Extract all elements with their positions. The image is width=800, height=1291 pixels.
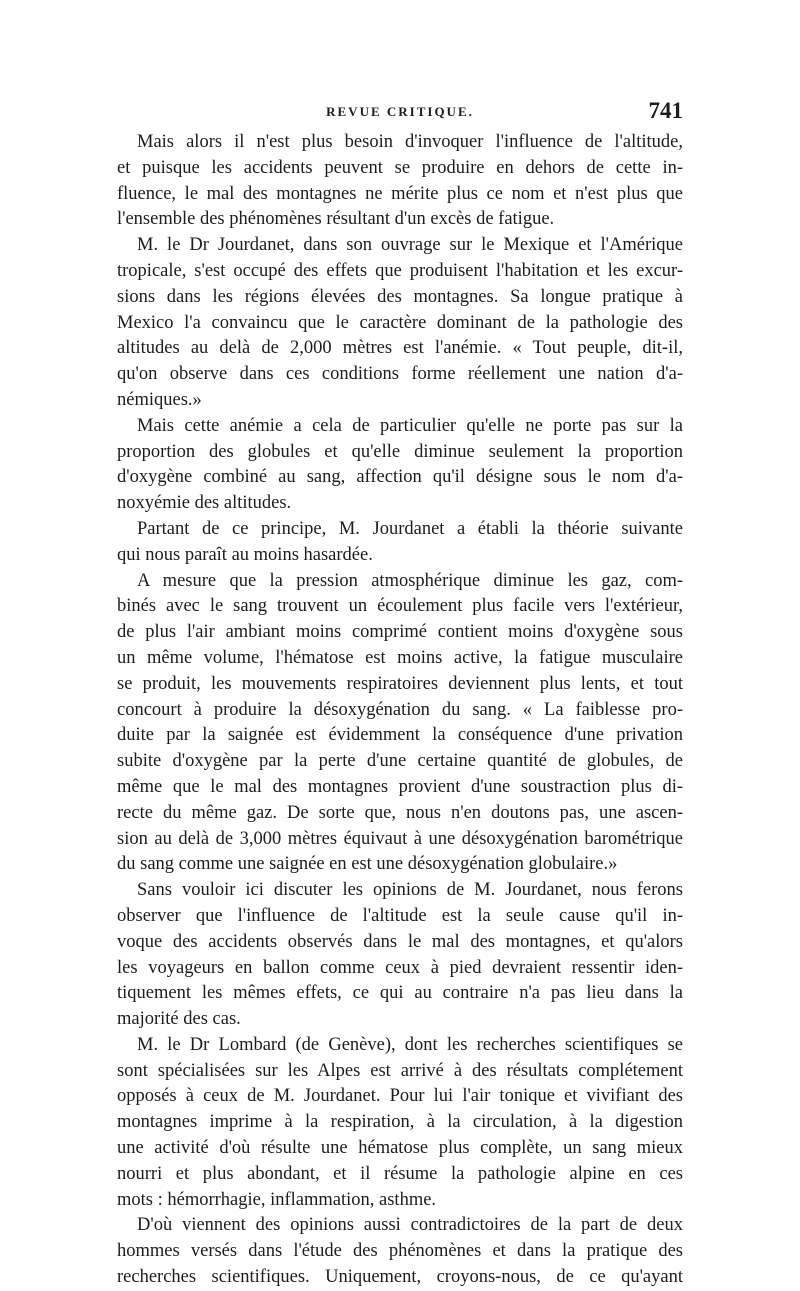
text-line: A mesure que la pression atmosphérique diminue les gaz, com-	[137, 570, 683, 591]
text-line: fluence, le mal des montagnes ne mérite plus ce nom et n'est plus que	[117, 183, 683, 204]
text-line: Mais cette anémie a cela de particulier qu'elle ne porte pas sur la	[137, 415, 683, 436]
text-line: l'ensemble des phénomènes résultant d'un excès de fatigue.	[117, 209, 555, 230]
text-line: sion au delà de 3,000 mètres équivaut à une désoxygénation barométrique	[117, 828, 683, 849]
text-line: qui nous paraît au moins hasardée.	[117, 544, 373, 565]
text-line: noxyémie des altitudes.	[117, 493, 292, 514]
text-line: binés avec le sang trouvent un écoulement plus facile vers l'extérieur,	[117, 596, 683, 617]
text-line: D'où viennent des opinions aussi contradictoires de la part de deux	[137, 1215, 683, 1236]
text-line: une activité d'où résulte une hématose plus complète, un sang mieux	[117, 1138, 683, 1159]
text-line: les voyageurs en ballon comme ceux à pied devraient ressentir iden-	[117, 957, 683, 978]
text-line: altitudes au delà de 2,000 mètres est l'anémie. « Tout peuple, dit-il,	[117, 338, 683, 359]
text-line: proportion des globules et qu'elle diminue seulement la proportion	[117, 441, 683, 462]
running-title: REVUE CRITIQUE.	[326, 104, 474, 119]
text-line: Partant de ce principe, M. Jourdanet a établi la théorie suivante	[137, 518, 683, 539]
running-head	[117, 98, 683, 128]
text-line: sions dans les régions élevées des montagnes. Sa longue pratique à	[117, 286, 683, 307]
text-line: subite d'oxygène par la perte d'une certaine quantité de globules, de	[117, 751, 683, 772]
text-line: majorité des cas.	[117, 1009, 241, 1030]
text-line: du sang comme une saignée en est une désoxygénation globulaire.»	[117, 854, 618, 875]
text-line: Mais alors il n'est plus besoin d'invoquer l'influence de l'altitude,	[137, 132, 683, 152]
text-line: M. le Dr Jourdanet, dans son ouvrage sur le Mexique et l'Amérique	[137, 235, 683, 256]
text-line: Mexico l'a convaincu que le caractère dominant de la pathologie des	[117, 312, 683, 333]
text-line: se produit, les mouvements respiratoires deviennent plus lents, et tout	[117, 673, 683, 694]
text-line: némiques.»	[117, 389, 202, 410]
text-line: Sans vouloir ici discuter les opinions de M. Jourdanet, nous ferons	[137, 880, 683, 901]
text-line: voque des accidents observés dans le mal des montagnes, et qu'alors	[117, 931, 683, 952]
text-line: même que le mal des montagnes provient d'une soustraction plus di-	[117, 776, 683, 797]
text-line: sont spécialisées sur les Alpes est arrivé à des résultats complétement	[117, 1060, 683, 1081]
text-line: mots : hémorrhagie, inflammation, asthme.	[117, 1189, 437, 1210]
text-line: nourri et plus abondant, et il résume la pathologie alpine en ces	[117, 1163, 683, 1184]
text-line: observer que l'influence de l'altitude est la seule cause qu'il in-	[117, 905, 683, 926]
text-line: recte du même gaz. De sorte que, nous n'en doutons pas, une ascen-	[117, 802, 683, 823]
text-line: tiquement les mêmes effets, ce qui au contraire n'a pas lieu dans la	[117, 983, 683, 1004]
text-line: un même volume, l'hématose est moins active, la fatigue musculaire	[117, 647, 683, 668]
text-line: de plus l'air ambiant moins comprimé contient moins d'oxygène sous	[117, 622, 683, 643]
body-text	[117, 130, 683, 1291]
text-line: d'oxygène combiné au sang, affection qu'il désigne sous le nom d'a-	[117, 467, 683, 488]
text-line: tropicale, s'est occupé des effets que produisent l'habitation et les excur-	[117, 260, 683, 281]
text-line: duite par la saignée est évidemment la conséquence d'une privation	[117, 725, 683, 746]
text-line: montagnes imprime à la respiration, à la circulation, à la digestion	[117, 1112, 683, 1133]
text-line: et puisque les accidents peuvent se produire en dehors de cette in-	[117, 157, 683, 178]
page-number: 741	[648, 98, 683, 123]
text-line: recherches scientifiques. Uniquement, croyons-nous, de ce qu'ayant	[117, 1267, 683, 1288]
text-line: hommes versés dans l'étude des phénomènes et dans la pratique des	[117, 1241, 683, 1262]
text-line: M. le Dr Lombard (de Genève), dont les recherches scientifiques se	[137, 1034, 683, 1055]
text-line: concourt à produire la désoxygénation du sang. « La faiblesse pro-	[117, 699, 683, 720]
text-line: opposés à ceux de M. Jourdanet. Pour lui l'air tonique et vivifiant des	[117, 1086, 683, 1107]
text-line: qu'on observe dans ces conditions forme réellement une nation d'a-	[117, 364, 683, 385]
